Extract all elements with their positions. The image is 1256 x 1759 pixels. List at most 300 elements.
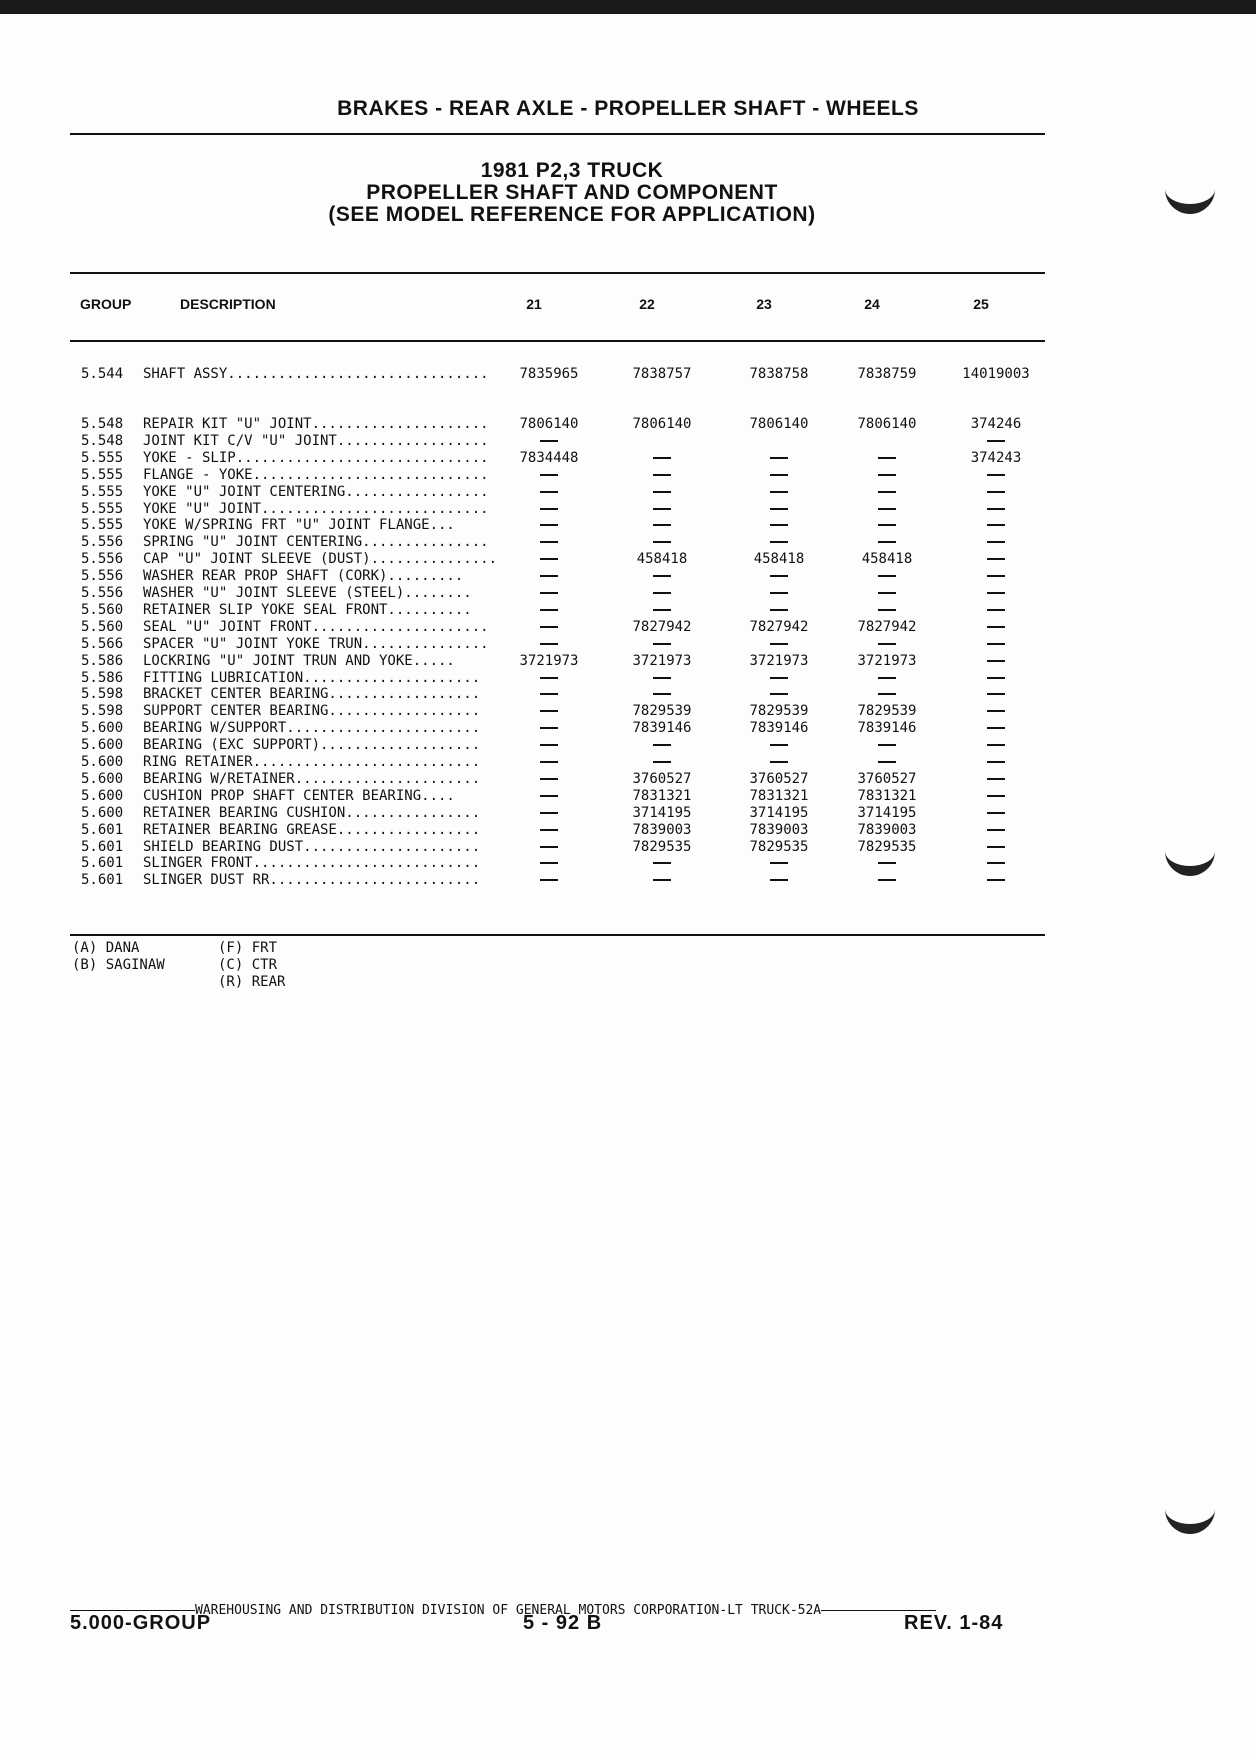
dash-mark bbox=[540, 761, 558, 763]
dash-mark bbox=[653, 457, 671, 459]
part-description: SEAL "U" JOINT FRONT..................... bbox=[143, 618, 489, 635]
dash-mark bbox=[770, 457, 788, 459]
not-applicable-dash bbox=[941, 703, 1051, 720]
dash-mark bbox=[770, 862, 788, 864]
not-applicable-dash bbox=[832, 568, 942, 585]
binder-hole-mark bbox=[1165, 1498, 1215, 1534]
not-applicable-dash bbox=[832, 670, 942, 687]
part-description: YOKE - SLIP.............................. bbox=[143, 449, 489, 466]
part-number: 3714195 bbox=[857, 804, 917, 821]
dash-mark bbox=[653, 862, 671, 864]
part-description: RETAINER SLIP YOKE SEAL FRONT.......... bbox=[143, 601, 472, 618]
dash-mark bbox=[878, 744, 896, 746]
not-applicable-dash bbox=[607, 484, 717, 501]
not-applicable-dash bbox=[494, 433, 604, 450]
not-applicable-dash bbox=[494, 771, 604, 788]
dash-mark bbox=[540, 643, 558, 645]
group-code: 5.555 bbox=[81, 449, 124, 466]
dash-mark bbox=[540, 474, 558, 476]
part-number: 7831321 bbox=[632, 787, 692, 804]
not-applicable-dash bbox=[607, 501, 717, 518]
part-number: 458418 bbox=[753, 551, 805, 568]
part-number: 7827942 bbox=[857, 618, 917, 635]
part-number: 7838759 bbox=[857, 366, 917, 382]
not-applicable-dash bbox=[494, 551, 604, 568]
not-applicable-dash bbox=[607, 534, 717, 551]
part-number: 7829539 bbox=[632, 703, 692, 720]
not-applicable-dash bbox=[494, 619, 604, 636]
dash-mark bbox=[653, 575, 671, 577]
part-description: SLINGER DUST RR......................... bbox=[143, 872, 481, 889]
not-applicable-dash bbox=[941, 788, 1051, 805]
not-applicable-dash bbox=[494, 754, 604, 771]
group-code: 5.601 bbox=[81, 872, 124, 889]
not-applicable-dash bbox=[494, 602, 604, 619]
not-applicable-dash bbox=[941, 636, 1051, 653]
part-number: 3721973 bbox=[632, 652, 692, 669]
not-applicable-dash bbox=[941, 653, 1051, 670]
not-applicable-dash bbox=[494, 517, 604, 534]
dash-mark bbox=[987, 862, 1005, 864]
part-number: 7829535 bbox=[632, 838, 692, 855]
part-number: 7806140 bbox=[519, 416, 579, 432]
dash-mark bbox=[987, 474, 1005, 476]
part-number: 7829535 bbox=[857, 838, 917, 855]
group-code: 5.548 bbox=[81, 432, 124, 449]
dash-mark bbox=[878, 457, 896, 459]
dash-mark bbox=[770, 761, 788, 763]
part-description: FITTING LUBRICATION..................... bbox=[143, 669, 481, 686]
note-frt: (F) FRT bbox=[218, 940, 278, 956]
part-number: 7827942 bbox=[632, 618, 692, 635]
group-code: 5.598 bbox=[81, 686, 124, 703]
group-code: 5.560 bbox=[81, 601, 124, 618]
not-applicable-dash bbox=[494, 839, 604, 856]
dash-mark bbox=[987, 440, 1005, 442]
dash-mark bbox=[653, 744, 671, 746]
dash-mark bbox=[653, 491, 671, 493]
group-code: 5.600 bbox=[81, 787, 124, 804]
not-applicable-dash bbox=[941, 771, 1051, 788]
not-applicable-dash bbox=[724, 872, 834, 889]
not-applicable-dash bbox=[832, 636, 942, 653]
not-applicable-dash bbox=[941, 619, 1051, 636]
dash-mark bbox=[653, 677, 671, 679]
dash-mark bbox=[987, 879, 1005, 881]
dash-mark bbox=[770, 677, 788, 679]
part-number: 3760527 bbox=[857, 770, 917, 787]
rule-top bbox=[70, 133, 1045, 135]
scan-top-border bbox=[0, 0, 1256, 14]
dash-mark bbox=[770, 879, 788, 881]
dash-mark bbox=[540, 558, 558, 560]
not-applicable-dash bbox=[607, 467, 717, 484]
part-description: BEARING (EXC SUPPORT)................... bbox=[143, 737, 481, 754]
group-code: 5.586 bbox=[81, 669, 124, 686]
not-applicable-dash bbox=[607, 568, 717, 585]
not-applicable-dash bbox=[724, 737, 834, 754]
footer-rev: REV. 1-84 bbox=[904, 1612, 1004, 1634]
part-number: 7839003 bbox=[632, 821, 692, 838]
group-code: 5.556 bbox=[81, 551, 124, 568]
part-description: RETAINER BEARING CUSHION................ bbox=[143, 804, 481, 821]
col-header-22: 22 bbox=[639, 296, 655, 312]
part-description: SPACER "U" JOINT YOKE TRUN............... bbox=[143, 635, 489, 652]
not-applicable-dash bbox=[494, 686, 604, 703]
dash-mark bbox=[878, 491, 896, 493]
dash-mark bbox=[987, 491, 1005, 493]
dash-mark bbox=[878, 879, 896, 881]
dash-mark bbox=[540, 575, 558, 577]
dash-mark bbox=[653, 524, 671, 526]
not-applicable-dash bbox=[724, 670, 834, 687]
not-applicable-dash bbox=[494, 636, 604, 653]
dash-mark bbox=[878, 508, 896, 510]
part-description: YOKE W/SPRING FRT "U" JOINT FLANGE... bbox=[143, 517, 455, 534]
dash-mark bbox=[770, 609, 788, 611]
not-applicable-dash bbox=[941, 839, 1051, 856]
dash-mark bbox=[987, 575, 1005, 577]
part-number: 7831321 bbox=[749, 787, 809, 804]
footer-group: 5.000-GROUP bbox=[70, 1612, 212, 1634]
not-applicable-dash bbox=[494, 855, 604, 872]
not-applicable-dash bbox=[494, 822, 604, 839]
not-applicable-dash bbox=[607, 754, 717, 771]
dash-mark bbox=[878, 862, 896, 864]
rule-header-bottom bbox=[70, 340, 1045, 342]
group-code: 5.556 bbox=[81, 534, 124, 551]
dash-mark bbox=[770, 491, 788, 493]
notes-manufacturers bbox=[72, 940, 165, 974]
part-description: BRACKET CENTER BEARING.................. bbox=[143, 686, 481, 703]
not-applicable-dash bbox=[607, 602, 717, 619]
not-applicable-dash bbox=[941, 568, 1051, 585]
part-number: 7829539 bbox=[749, 703, 809, 720]
dash-mark bbox=[987, 761, 1005, 763]
not-applicable-dash bbox=[832, 585, 942, 602]
not-applicable-dash bbox=[494, 670, 604, 687]
not-applicable-dash bbox=[607, 670, 717, 687]
dash-mark bbox=[987, 609, 1005, 611]
not-applicable-dash bbox=[607, 686, 717, 703]
part-number: 3721973 bbox=[519, 652, 579, 669]
dash-mark bbox=[770, 643, 788, 645]
not-applicable-dash bbox=[724, 484, 834, 501]
dash-mark bbox=[987, 660, 1005, 662]
not-applicable-dash bbox=[494, 568, 604, 585]
not-applicable-dash bbox=[607, 636, 717, 653]
not-applicable-dash bbox=[941, 872, 1051, 889]
dash-mark bbox=[540, 508, 558, 510]
not-applicable-dash bbox=[724, 517, 834, 534]
dash-mark bbox=[653, 693, 671, 695]
group-code: 5.600 bbox=[81, 737, 124, 754]
not-applicable-dash bbox=[494, 501, 604, 518]
dash-mark bbox=[653, 761, 671, 763]
dash-mark bbox=[987, 710, 1005, 712]
part-description: SHIELD BEARING DUST..................... bbox=[143, 838, 481, 855]
dash-mark bbox=[878, 643, 896, 645]
not-applicable-dash bbox=[607, 737, 717, 754]
not-applicable-dash bbox=[941, 720, 1051, 737]
part-number: 7806140 bbox=[749, 416, 809, 432]
group-code: 5.544 bbox=[81, 366, 124, 382]
col-header-23: 23 bbox=[756, 296, 772, 312]
not-applicable-dash bbox=[941, 822, 1051, 839]
group-code: 5.555 bbox=[81, 500, 124, 517]
group-code: 5.601 bbox=[81, 855, 124, 872]
dash-mark bbox=[653, 879, 671, 881]
dash-mark bbox=[540, 778, 558, 780]
part-number: 7806140 bbox=[632, 416, 692, 432]
dash-mark bbox=[540, 812, 558, 814]
col-header-group: GROUP bbox=[80, 296, 132, 312]
not-applicable-dash bbox=[724, 602, 834, 619]
dash-mark bbox=[878, 541, 896, 543]
not-applicable-dash bbox=[941, 467, 1051, 484]
not-applicable-dash bbox=[941, 517, 1051, 534]
dash-mark bbox=[540, 524, 558, 526]
part-description: CUSHION PROP SHAFT CENTER BEARING.... bbox=[143, 787, 455, 804]
not-applicable-dash bbox=[941, 737, 1051, 754]
dash-mark bbox=[987, 744, 1005, 746]
part-number: 7827942 bbox=[749, 618, 809, 635]
footer-page: 5 - 92 B bbox=[523, 1612, 603, 1634]
dash-mark bbox=[540, 829, 558, 831]
part-number: 374243 bbox=[970, 449, 1022, 466]
not-applicable-dash bbox=[607, 855, 717, 872]
dash-mark bbox=[878, 693, 896, 695]
part-number: 7838758 bbox=[749, 366, 809, 382]
not-applicable-dash bbox=[832, 467, 942, 484]
dash-mark bbox=[653, 643, 671, 645]
part-number: 7839003 bbox=[857, 821, 917, 838]
not-applicable-dash bbox=[494, 484, 604, 501]
part-number: 3714195 bbox=[749, 804, 809, 821]
not-applicable-dash bbox=[607, 872, 717, 889]
dash-mark bbox=[770, 744, 788, 746]
not-applicable-dash bbox=[941, 855, 1051, 872]
dash-mark bbox=[987, 778, 1005, 780]
dash-mark bbox=[987, 812, 1005, 814]
group-code: 5.548 bbox=[81, 416, 124, 432]
group-code: 5.600 bbox=[81, 804, 124, 821]
part-description: SHAFT ASSY............................... bbox=[143, 366, 489, 382]
part-number: 7834448 bbox=[519, 449, 579, 466]
dash-mark bbox=[540, 440, 558, 442]
not-applicable-dash bbox=[494, 467, 604, 484]
part-number: 7806140 bbox=[857, 416, 917, 432]
dash-mark bbox=[878, 575, 896, 577]
note-dana: (A) DANA bbox=[72, 940, 140, 956]
not-applicable-dash bbox=[724, 855, 834, 872]
not-applicable-dash bbox=[494, 585, 604, 602]
group-code: 5.600 bbox=[81, 720, 124, 737]
group-code: 5.600 bbox=[81, 770, 124, 787]
dash-mark bbox=[987, 592, 1005, 594]
not-applicable-dash bbox=[832, 602, 942, 619]
dash-mark bbox=[540, 744, 558, 746]
dash-mark bbox=[987, 524, 1005, 526]
dash-mark bbox=[878, 474, 896, 476]
part-description: LOCKRING "U" JOINT TRUN AND YOKE..... bbox=[143, 652, 455, 669]
part-description: REPAIR KIT "U" JOINT..................... bbox=[143, 416, 489, 432]
dash-mark bbox=[987, 541, 1005, 543]
dash-mark bbox=[540, 862, 558, 864]
not-applicable-dash bbox=[832, 754, 942, 771]
col-header-25: 25 bbox=[973, 296, 989, 312]
not-applicable-dash bbox=[941, 686, 1051, 703]
not-applicable-dash bbox=[607, 450, 717, 467]
part-description: SUPPORT CENTER BEARING.................. bbox=[143, 703, 481, 720]
title-line-2: PROPELLER SHAFT AND COMPONENT bbox=[366, 181, 778, 204]
dash-mark bbox=[540, 710, 558, 712]
not-applicable-dash bbox=[724, 636, 834, 653]
group-code: 5.598 bbox=[81, 703, 124, 720]
not-applicable-dash bbox=[832, 517, 942, 534]
dash-mark bbox=[878, 677, 896, 679]
note-rear: (R) REAR bbox=[218, 974, 286, 990]
not-applicable-dash bbox=[494, 805, 604, 822]
note-ctr: (C) CTR bbox=[218, 957, 278, 973]
dash-mark bbox=[987, 643, 1005, 645]
col-header-21: 21 bbox=[526, 296, 542, 312]
dash-mark bbox=[987, 829, 1005, 831]
part-number: 3760527 bbox=[632, 770, 692, 787]
dash-mark bbox=[653, 508, 671, 510]
group-code: 5.555 bbox=[81, 483, 124, 500]
col-header-description: DESCRIPTION bbox=[180, 296, 276, 312]
dash-mark bbox=[653, 541, 671, 543]
not-applicable-dash bbox=[941, 484, 1051, 501]
dash-mark bbox=[540, 693, 558, 695]
dash-mark bbox=[770, 508, 788, 510]
part-description: WASHER "U" JOINT SLEEVE (STEEL)........ bbox=[143, 585, 472, 601]
part-number: 7839146 bbox=[632, 720, 692, 737]
dash-mark bbox=[987, 508, 1005, 510]
not-applicable-dash bbox=[941, 805, 1051, 822]
part-number: 458418 bbox=[861, 551, 913, 568]
binder-hole-mark bbox=[1165, 178, 1215, 214]
not-applicable-dash bbox=[941, 534, 1051, 551]
dash-mark bbox=[987, 846, 1005, 848]
part-description: RETAINER BEARING GREASE................. bbox=[143, 821, 481, 838]
dash-mark bbox=[878, 592, 896, 594]
dash-mark bbox=[770, 524, 788, 526]
dash-mark bbox=[987, 677, 1005, 679]
dash-mark bbox=[987, 795, 1005, 797]
dash-mark bbox=[540, 727, 558, 729]
not-applicable-dash bbox=[941, 602, 1051, 619]
dash-mark bbox=[878, 609, 896, 611]
not-applicable-dash bbox=[832, 450, 942, 467]
part-number: 3714195 bbox=[632, 804, 692, 821]
not-applicable-dash bbox=[494, 737, 604, 754]
part-description: RING RETAINER........................... bbox=[143, 754, 481, 770]
part-number: 3721973 bbox=[749, 652, 809, 669]
dash-mark bbox=[987, 558, 1005, 560]
part-description: FLANGE - YOKE............................ bbox=[143, 466, 489, 483]
not-applicable-dash bbox=[941, 551, 1051, 568]
not-applicable-dash bbox=[724, 467, 834, 484]
part-number: 7839146 bbox=[749, 720, 809, 737]
part-number: 458418 bbox=[636, 551, 688, 568]
not-applicable-dash bbox=[494, 788, 604, 805]
not-applicable-dash bbox=[832, 534, 942, 551]
part-description: BEARING W/RETAINER...................... bbox=[143, 770, 481, 787]
part-number: 7838757 bbox=[632, 366, 692, 382]
dash-mark bbox=[770, 474, 788, 476]
dash-mark bbox=[540, 491, 558, 493]
dash-mark bbox=[540, 541, 558, 543]
part-number: 14019003 bbox=[962, 366, 1030, 382]
part-number: 7831321 bbox=[857, 787, 917, 804]
dash-mark bbox=[540, 592, 558, 594]
title-line-1: 1981 P2,3 TRUCK bbox=[480, 159, 664, 182]
dash-mark bbox=[653, 474, 671, 476]
part-number: 7839146 bbox=[857, 720, 917, 737]
not-applicable-dash bbox=[607, 585, 717, 602]
not-applicable-dash bbox=[494, 872, 604, 889]
group-code: 5.555 bbox=[81, 517, 124, 534]
not-applicable-dash bbox=[494, 534, 604, 551]
not-applicable-dash bbox=[724, 585, 834, 602]
not-applicable-dash bbox=[724, 450, 834, 467]
rule-table-bottom bbox=[70, 934, 1045, 936]
group-code: 5.555 bbox=[81, 466, 124, 483]
part-number: 7829539 bbox=[857, 703, 917, 720]
dash-mark bbox=[540, 846, 558, 848]
not-applicable-dash bbox=[724, 754, 834, 771]
part-number: 3721973 bbox=[857, 652, 917, 669]
not-applicable-dash bbox=[941, 433, 1051, 450]
dash-mark bbox=[653, 609, 671, 611]
group-code: 5.586 bbox=[81, 652, 124, 669]
dash-mark bbox=[987, 693, 1005, 695]
dash-mark bbox=[770, 693, 788, 695]
not-applicable-dash bbox=[941, 754, 1051, 771]
group-code: 5.566 bbox=[81, 635, 124, 652]
dash-mark bbox=[878, 524, 896, 526]
not-applicable-dash bbox=[724, 534, 834, 551]
part-number: 7835965 bbox=[519, 366, 579, 382]
not-applicable-dash bbox=[832, 686, 942, 703]
part-description: YOKE "U" JOINT CENTERING................. bbox=[143, 483, 489, 500]
group-code: 5.556 bbox=[81, 568, 124, 585]
not-applicable-dash bbox=[494, 703, 604, 720]
dash-mark bbox=[540, 609, 558, 611]
table-title bbox=[0, 160, 1144, 226]
dash-mark bbox=[770, 575, 788, 577]
not-applicable-dash bbox=[724, 568, 834, 585]
dash-mark bbox=[540, 879, 558, 881]
part-description: YOKE "U" JOINT........................... bbox=[143, 500, 489, 517]
note-saginaw: (B) SAGINAW bbox=[72, 957, 165, 973]
dash-mark bbox=[987, 626, 1005, 628]
not-applicable-dash bbox=[832, 484, 942, 501]
part-description: JOINT KIT C/V "U" JOINT.................. bbox=[143, 432, 489, 449]
not-applicable-dash bbox=[832, 737, 942, 754]
part-description: BEARING W/SUPPORT....................... bbox=[143, 720, 481, 737]
not-applicable-dash bbox=[724, 501, 834, 518]
part-description: CAP "U" JOINT SLEEVE (DUST)............... bbox=[143, 551, 498, 568]
group-code: 5.560 bbox=[81, 618, 124, 635]
dash-mark bbox=[878, 761, 896, 763]
binder-hole-mark bbox=[1165, 840, 1215, 876]
not-applicable-dash bbox=[607, 517, 717, 534]
part-number: 374246 bbox=[970, 416, 1022, 432]
not-applicable-dash bbox=[941, 670, 1051, 687]
